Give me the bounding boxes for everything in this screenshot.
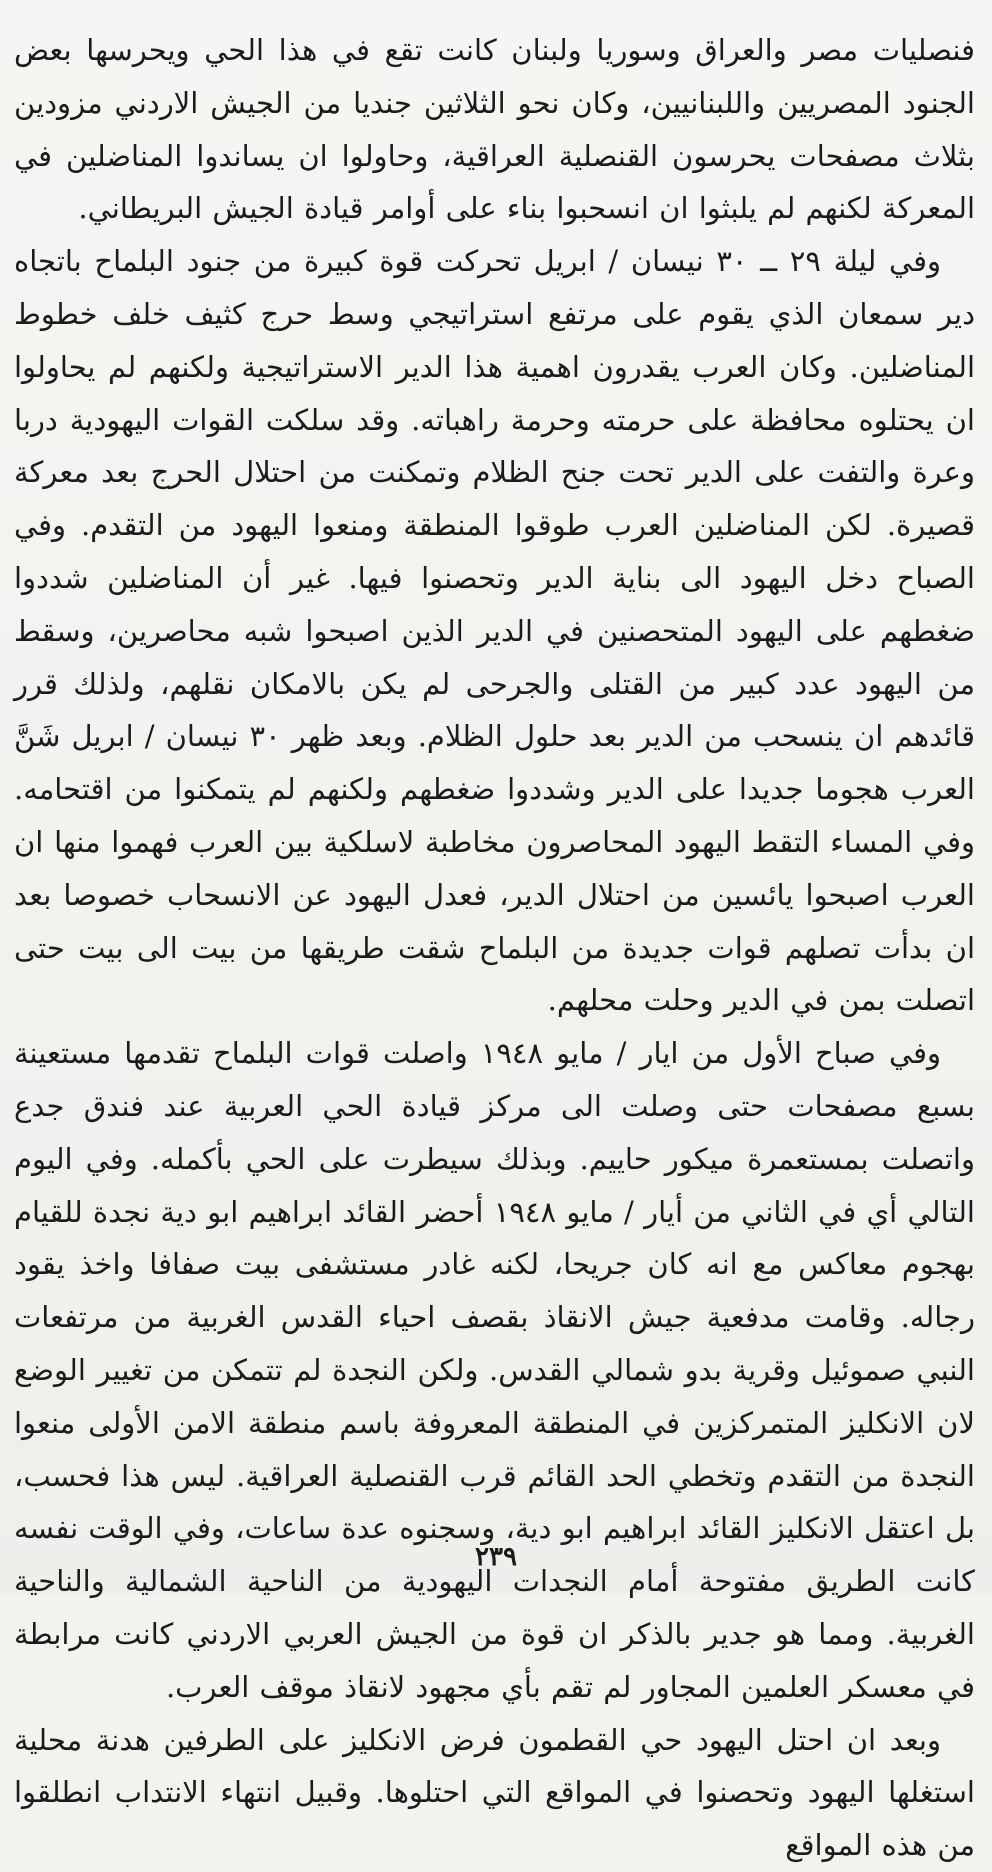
paragraph-4: وبعد ان احتل اليهود حي القطمون فرض الانكليز على الطرفين هدنة محلية استغلها اليهود وتحصنوا في المواقع التي احتلوها. وقبيل انتهاء الانتداب انطلقوا من هذه المواقع bbox=[14, 1722, 975, 1863]
page-number: ٢٣٩ bbox=[475, 1542, 517, 1572]
body-text bbox=[14, 24, 975, 1872]
paragraph-1: فنصليات مصر والعراق وسوريا ولبنان كانت تقع في هذا الحي ويحرسها بعض الجنود المصريين واللبنانيين، وكان نحو الثلاثين جنديا من الجيش الاردني مزودين بثلاث مصفحات يحرسون القنصلية العراقية، وحاولوا ان يساندوا المناضلين في المعركة لكنهم لم يلبثوا ان انسحبوا بناء على أوامر قيادة الجيش البريطاني. bbox=[14, 33, 975, 226]
paragraph-2: وفي ليلة ٢٩ ــ ٣٠ نيسان / ابريل تحركت قوة كبيرة من جنود البلماح باتجاه دير سمعان الذي يقوم على مرتفع استراتيجي وسط حرج كثيف خلف خطوط المناضلين. وكان العرب يقدرون اهمية هذا الدير الاستراتيجية ولكنهم لم يحاولوا ان يحتلوه محافظة على حرمته وحرمة راهباته. وقد سلكت القوات اليهودية دربا وعرة والتفت على الدير تحت جنح الظلام وتمكنت من احتلال الحرج بعد معركة قصيرة. لكن المناضلين العرب طوقوا المنطقة ومنعوا اليهود من التقدم. وفي الصباح دخل اليهود الى بناية الدير وتحصنوا فيها. غير أن المناضلين شددوا ضغطهم على اليهود المتحصنين في الدير الذين اصبحوا شبه محاصرين، وسقط من اليهود عدد كبير من القتلى والجرحى لم يكن بالامكان نقلهم، ولذلك قرر قائدهم ان ينسحب من الدير بعد حلول الظلام. وبعد ظهر ٣٠ نيسان / ابريل شَنَّ العرب هجوما جديدا على الدير وشددوا ضغطهم ولكنهم لم يتمكنوا من اقتحامه. وفي المساء التقط اليهود المحاصرون مخاطبة لاسلكية بين العرب فهموا منها ان العرب اصبحوا يائسين من احتلال الدير، فعدل اليهود عن الانسحاب خصوصا بعد ان بدأت تصلهم قوات جديدة من البلماح شقت طريقها من بيت الى بيت حتى اتصلت بمن في الدير وحلت محلهم. bbox=[14, 244, 975, 1018]
paragraph-3: وفي صباح الأول من ايار / مايو ١٩٤٨ واصلت قوات البلماح تقدمها مستعينة بسبع مصفحات حتى وصلت الى مركز قيادة الحي العربية عند فندق جدع واتصلت بمستعمرة ميكور حاييم. وبذلك سيطرت على الحي بأكمله. وفي اليوم التالي أي في الثاني من أيار / مايو ١٩٤٨ أحضر القائد ابراهيم ابو دية نجدة للقيام بهجوم معاكس مع انه كان جريحا، لكنه غادر مستشفى بيت صفافا واخذ يقود رجاله. وقامت مدفعية جيش الانقاذ بقصف احياء القدس الغربية من مرتفعات النبي صموئيل وقرية بدو شمالي القدس. ولكن النجدة لم تتمكن من تغيير الوضع لان الانكليز المتمركزين في المنطقة المعروفة باسم منطقة الامن الأولى منعوا النجدة من التقدم وتخطي الحد القائم قرب القنصلية العراقية. ليس هذا فحسب، بل اعتقل الانكليز القائد ابراهيم ابو دية، وسجنوه عدة ساعات، وفي الوقت نفسه كانت الطريق مفتوحة أمام النجدات اليهودية من الناحية الشمالية والناحية الغربية. ومما هو جدير بالذكر ان قوة من الجيش العربي الاردني كانت مرابطة في معسكر العلمين المجاور لم تقم بأي مجهود لانقاذ موقف العرب. bbox=[14, 1036, 975, 1704]
